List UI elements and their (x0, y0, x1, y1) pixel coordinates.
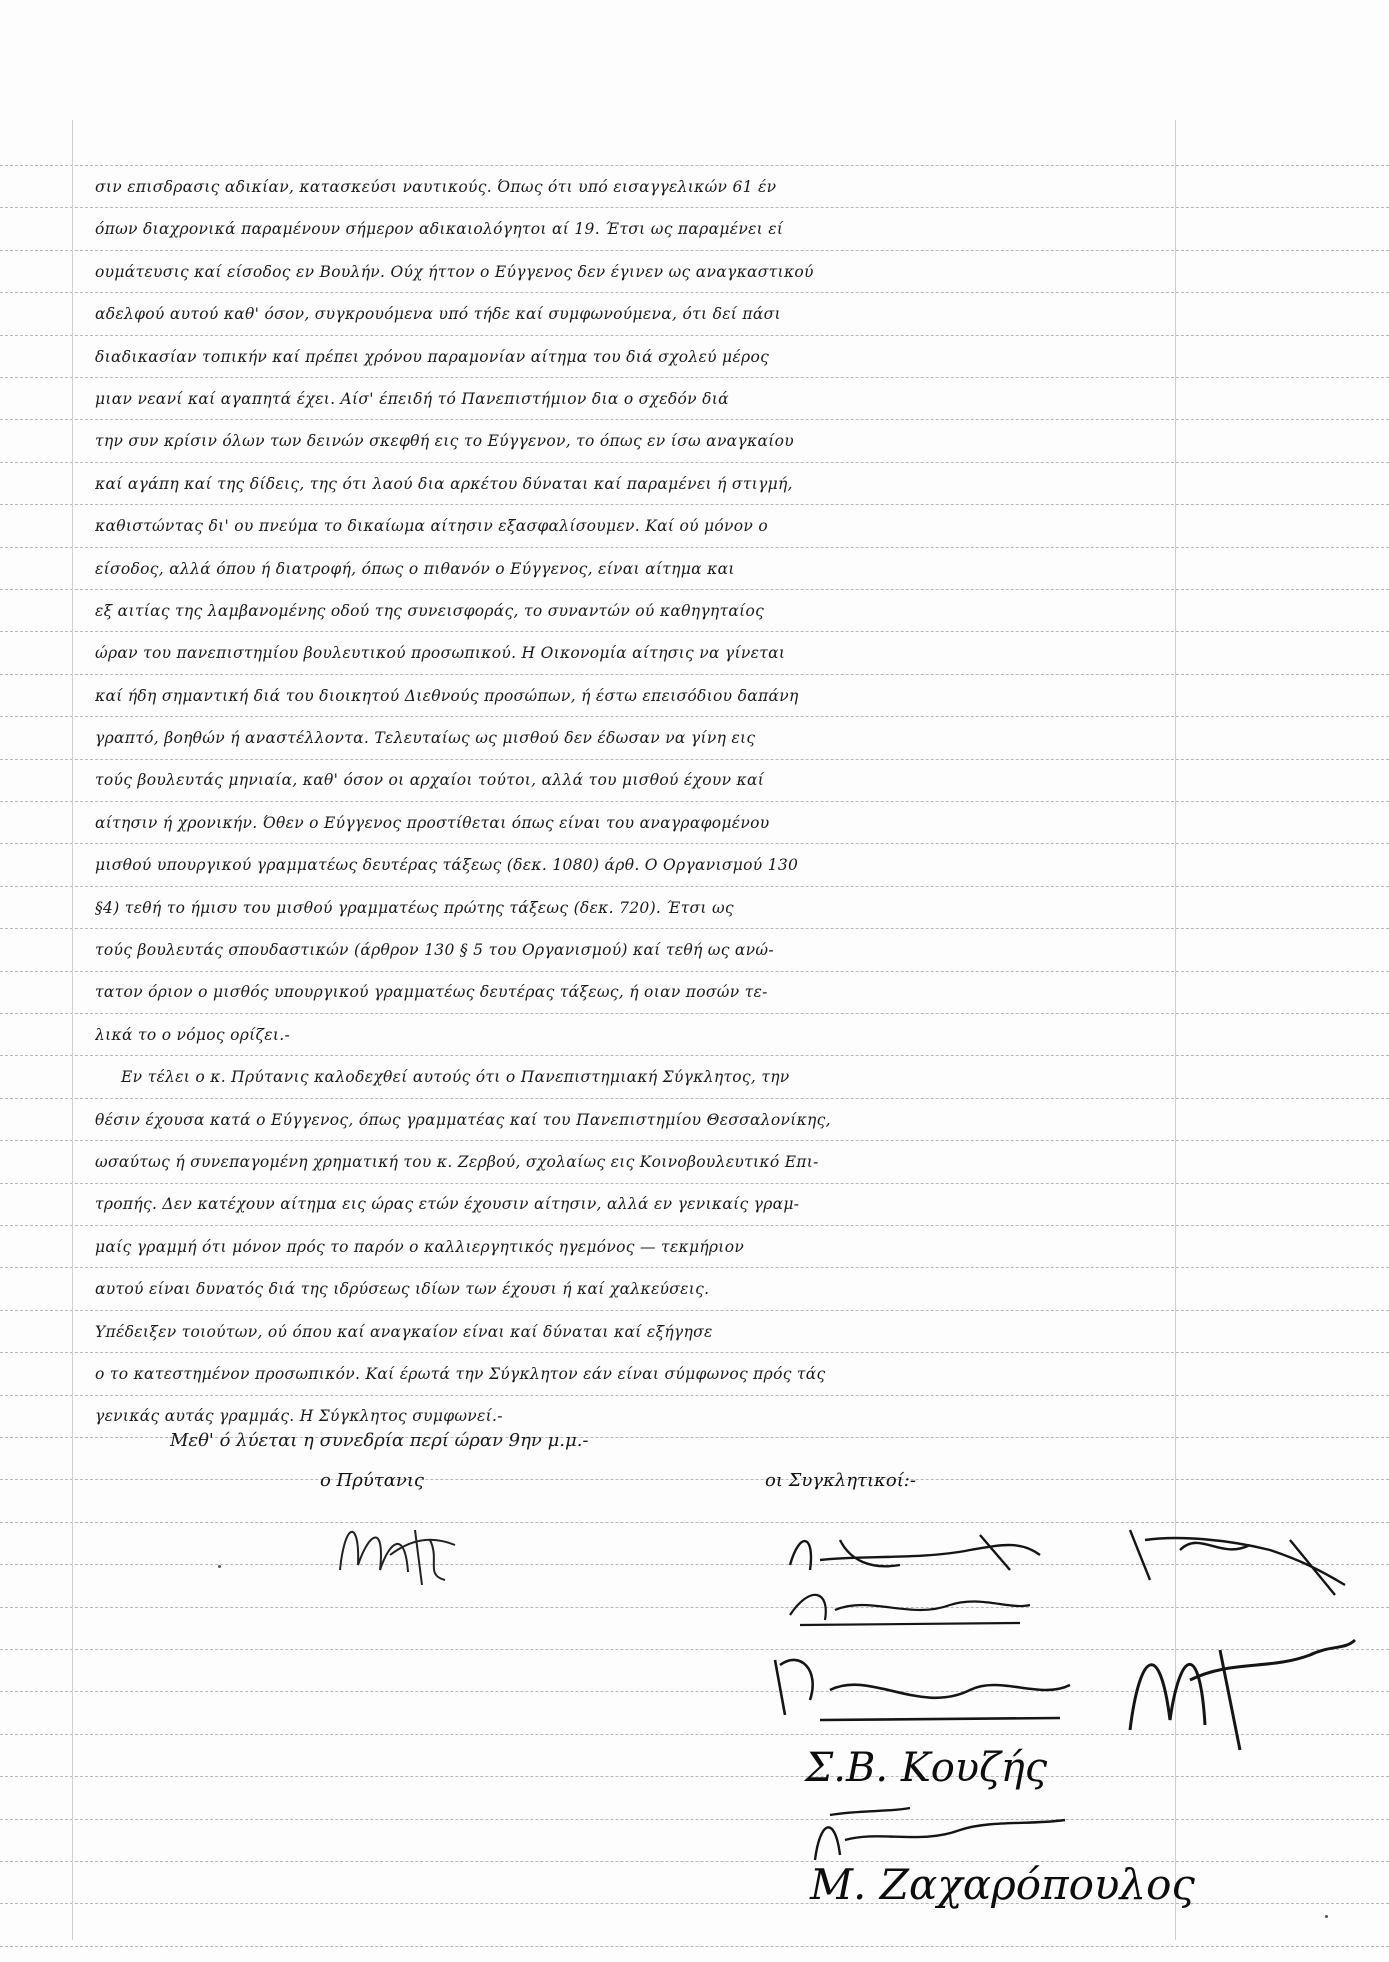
text-line: μιαν νεανί καί αγαπητά έχει. Αίσ' έπειδή τό Πανεπιστήμιον δια ο σχεδόν διά (95, 389, 729, 408)
signature-zacharopoulos: Μ. Ζαχαρόπουλος (810, 1860, 1195, 1909)
chair-label: ο Πρύτανις (320, 1470, 424, 1491)
text-line: όπων διαχρονικά παραμένουν σήμερον αδικαιολόγητοι αί 19. Έτσι ως παραμένει εί (95, 220, 784, 239)
text-line: τούς βουλευτάς μηνιαία, καθ' όσον οι αρχαίοι τούτοι, αλλά του μισθού έχουν καί (95, 771, 765, 790)
ruled-line (0, 1479, 1389, 1480)
text-line: ουμάτευσις καί είσοδος εν Βουλήν. Ούχ ήττον ο Εύγγενος δεν έγινεν ως αναγκαστικού (95, 262, 814, 281)
text-line: διαδικασίαν τοπικήν καί πρέπει χρόνου παραμονίαν αίτημα του διά σχολεύ μέρος (95, 347, 770, 366)
ruled-line (0, 165, 1389, 166)
text-line: αίτησιν ή χρονικήν. Όθεν ο Εύγγενος προστίθεται όπως είναι του αναγραφομένου (95, 813, 770, 832)
text-line: τούς βουλευτάς σπουδαστικών (άρθρον 130 § 5 του Οργανισμού) καί τεθή ως ανώ- (95, 941, 774, 960)
signature-2 (1120, 1500, 1360, 1600)
text-line: αδελφού αυτού καθ' όσον, συγκρουόμενα υπό τήδε καί συμφωνούμενα, ότι δεί πάσι (95, 305, 781, 324)
text-line: ο το κατεστημένον προσωπικόν. Καί έρωτά την Σύγκλητον εάν είναι σύμφωνος πρός τάς (95, 1364, 826, 1383)
text-line: την συν κρίσιν όλων των δεινών σκεφθή εις το Εύγγενον, το όπως εν ίσω αναγκαίου (95, 432, 794, 451)
signature-5 (1110, 1610, 1360, 1760)
text-line: λικά το ο νόμος ορίζει.- (95, 1025, 291, 1044)
text-line: γενικάς αυτάς γραμμάς. Η Σύγκλητος συμφωνεί.- (95, 1407, 503, 1426)
ink-speck (1325, 1915, 1328, 1918)
text-line: θέσιν έχουσα κατά ο Εύγγενος, όπως γραμματέας καί του Πανεπιστημίου Θεσσαλονίκης, (95, 1110, 831, 1129)
text-line: είσοδος, αλλά όπου ή διατροφή, όπως ο πιθανόν ο Εύγγενος, είναι αίτημα και (95, 559, 735, 578)
text-line: γραπτό, βοηθών ή αναστέλλοντα. Τελευταίως ως μισθού δεν έδωσαν να γίνη εις (95, 729, 756, 748)
text-line: §4) τεθή το ήμισυ του μισθού γραμματέως πρώτης τάξεως (δεκ. 720). Έτσι ως (95, 898, 734, 917)
text-line: καί ήδη σημαντική διά του διοικητού Διεθνούς προσώπων, ή έστω επεισόδιου δαπάνη (95, 686, 799, 705)
text-line: καθιστώντας δι' ου πνεύμα το δικαίωμα αίτησιν εξασφαλίσουμεν. Καί ού μόνον ο (95, 517, 768, 536)
text-line: σιν επισδρασις αδικίαν, κατασκεύσι ναυτικούς. Όπως ότι υπό εισαγγελικών 61 έν (95, 178, 777, 196)
text-line: ώραν του πανεπιστημίου βουλευτικού προσωπικού. Η Οικονομία αίτησις να γίνεται (95, 644, 786, 663)
text-line: τατον όριον ο μισθός υπουργικού γραμματέως δευτέρας τάξεως, ή οιαν ποσών τε- (95, 983, 768, 1002)
signature-4 (760, 1630, 1090, 1740)
ruled-line (0, 1946, 1389, 1947)
text-line: ωσαύτως ή συνεπαγομένη χρηματική του κ. Ζερβού, σχολαίως εις Κοινοβουλευτικό Επι- (95, 1152, 819, 1171)
text-line: καί αγάπη καί της δίδεις, της ότι λαού δια αρκέτου δύναται καί παραμένει ή στιγμή, (95, 474, 793, 493)
text-line: εξ αιτίας της λαμβανομένης οδού της συνεισφοράς, το συναντών ού καθηγηταίος (95, 601, 765, 620)
text-line: Εν τέλει ο κ. Πρύτανις καλοδεχθεί αυτούς ότι ο Πανεπιστημιακή Σύγκλητος, την (121, 1068, 790, 1087)
ink-speck (218, 1565, 221, 1568)
text-line: αυτού είναι δυνατός διά της ιδρύσεως ιδίων των έχουσι ή καί χαλκεύσεις. (95, 1280, 710, 1299)
ruled-line (0, 1819, 1389, 1820)
signature-kouzis: Σ.Β. Κουζής (805, 1745, 1048, 1791)
rector-signature (330, 1500, 470, 1600)
signature-3 (780, 1575, 1040, 1635)
secretaries-label: οι Συγκλητικοί:- (765, 1470, 916, 1491)
left-margin-line (72, 120, 73, 1940)
text-line: μαίς γραμμή ότι μόνον πρός το παρόν ο καλλιεργητικός ηγεμόνος — τεκμήριον (95, 1237, 745, 1256)
ruled-line (0, 1776, 1389, 1777)
text-line: μισθού υπουργικού γραμματέως δευτέρας τάξεως (δεκ. 1080) άρθ. Ο Οργανισμού 130 (95, 856, 799, 875)
ruled-line (0, 1607, 1389, 1608)
text-line: Υπέδειξεν τοιούτων, ού όπου καί αναγκαίον είναι καί δύναται καί εξήγησε (95, 1322, 713, 1341)
text-line: τροπής. Δεν κατέχουν αίτημα εις ώρας ετών έχουσιν αίτησιν, αλλά εν γενικαίς γραμ- (95, 1195, 800, 1214)
closing-statement: Μεθ' ό λύεται η συνεδρία περί ώραν 9ην μ.μ.- (170, 1430, 589, 1451)
minutes-text (95, 168, 1175, 1440)
